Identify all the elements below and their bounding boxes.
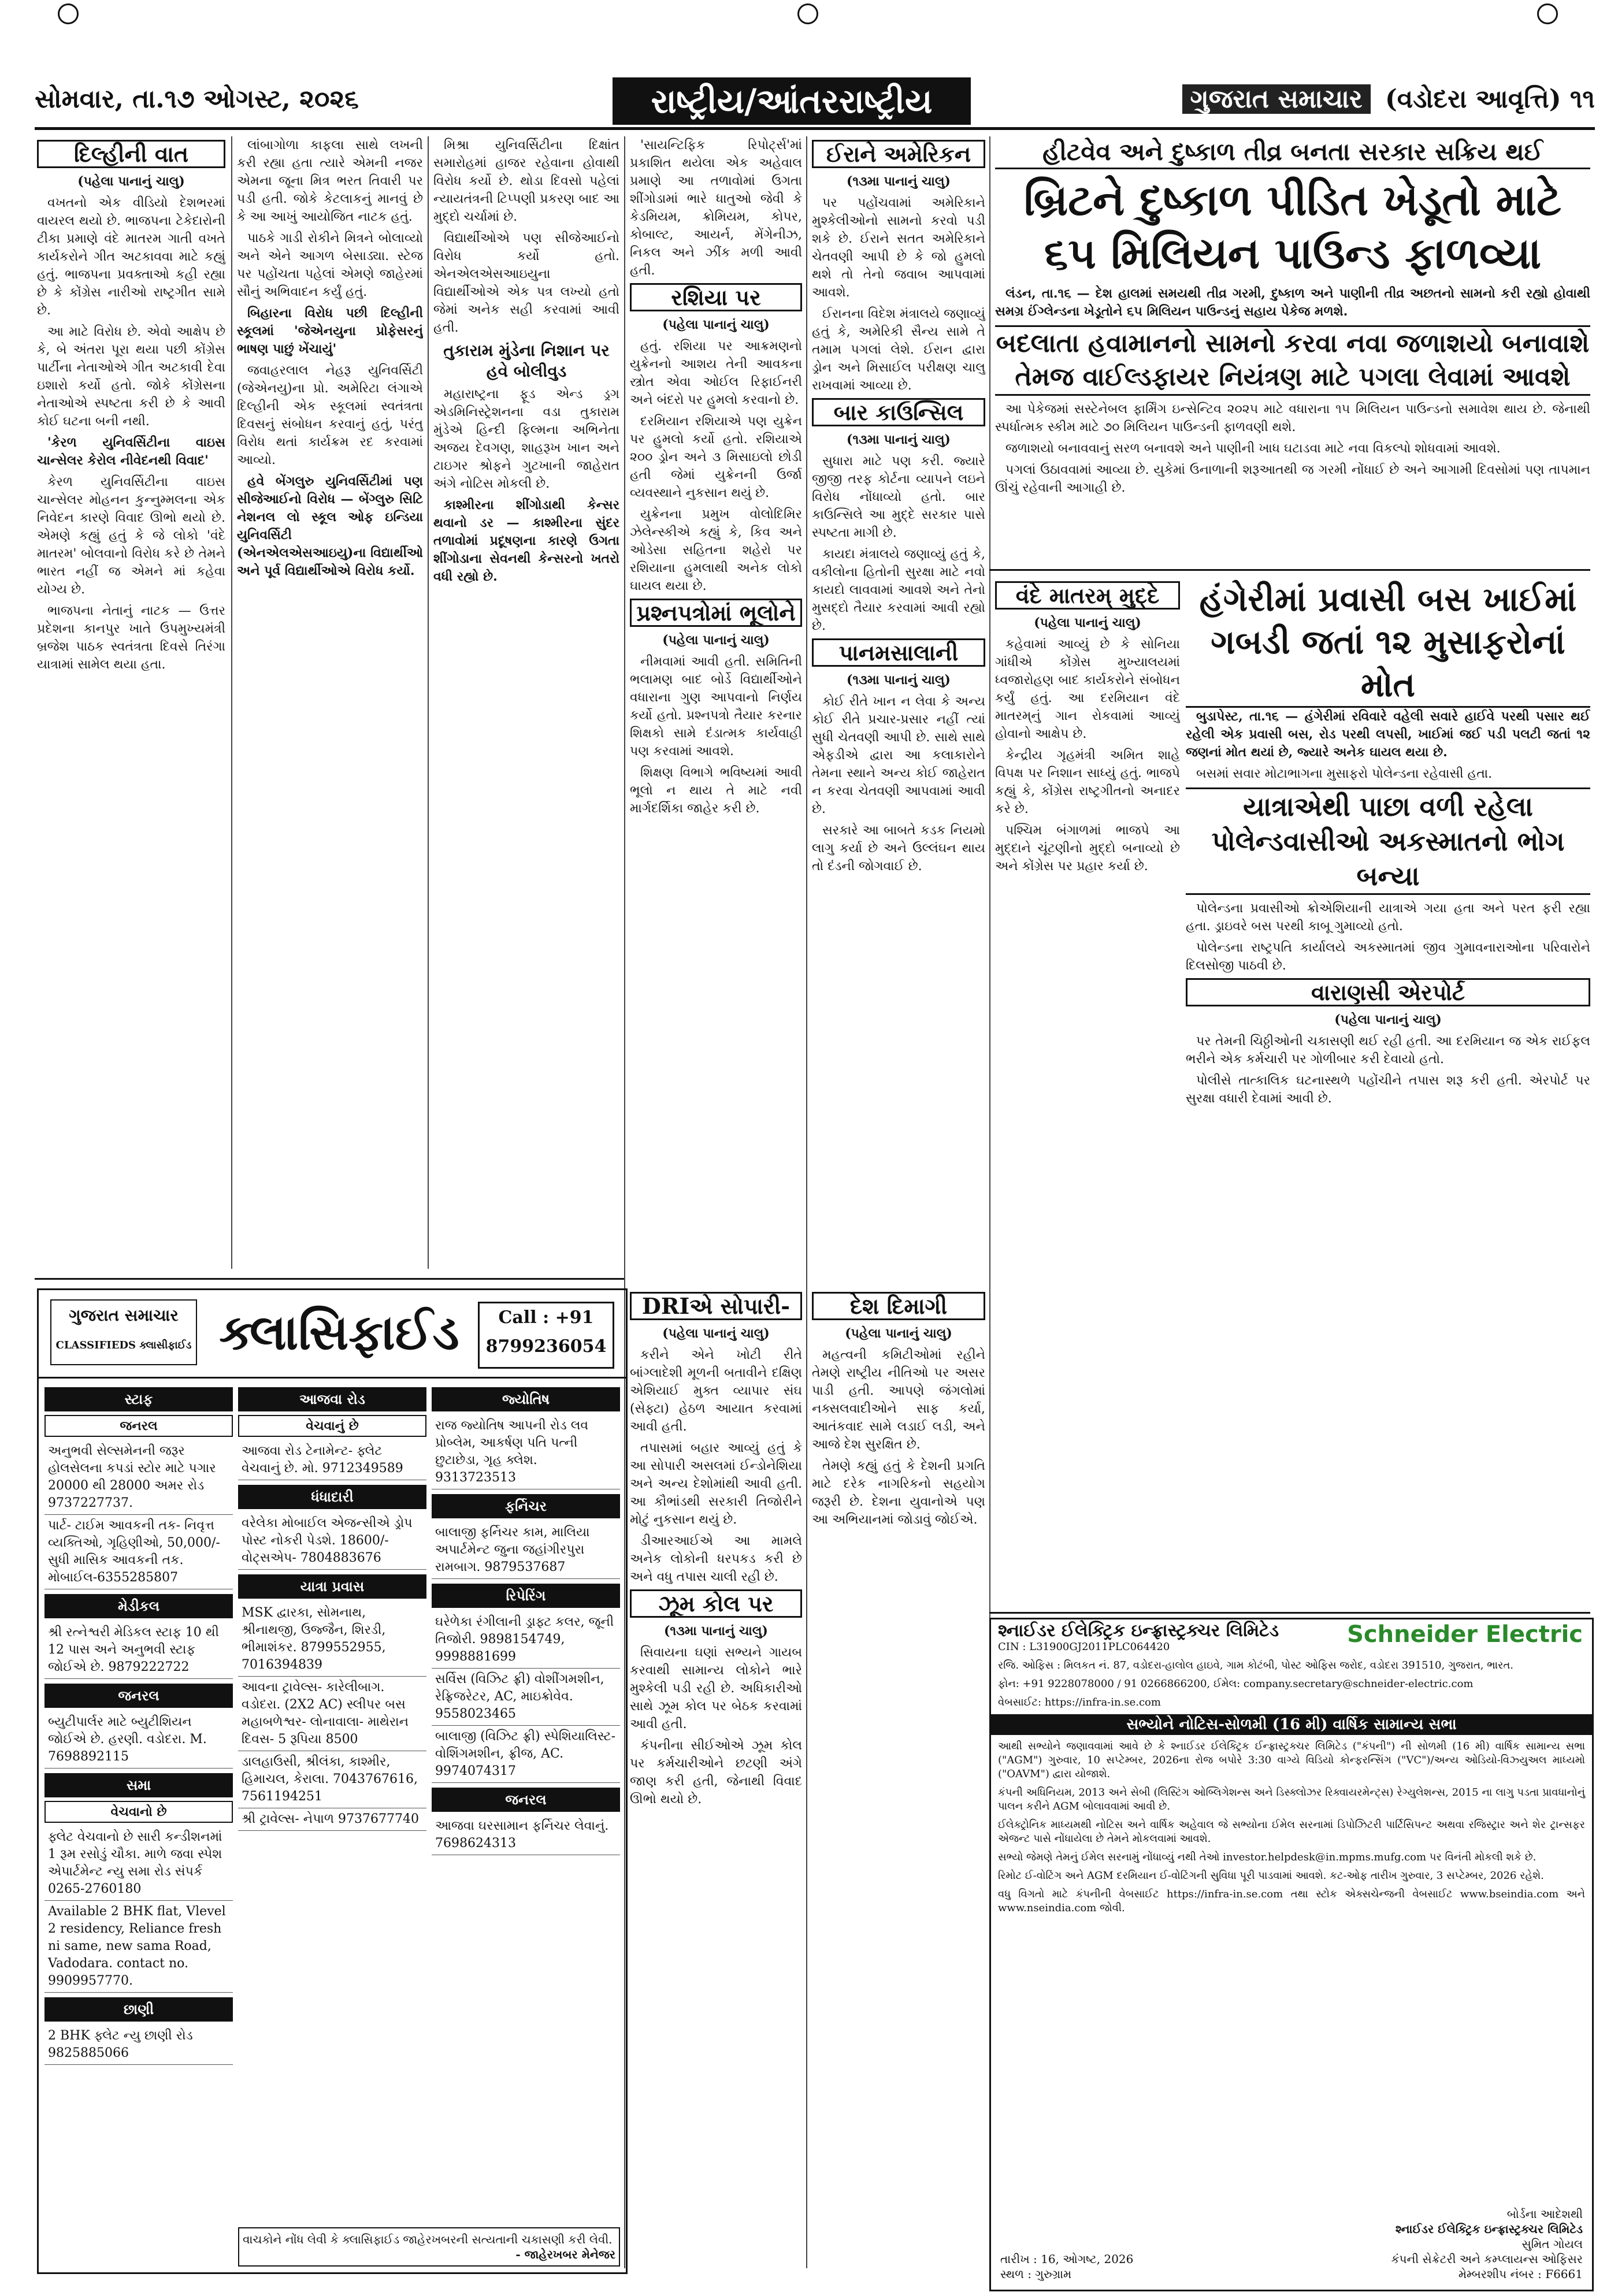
- article-paragraph: તેમણે કહ્યું હતું કે દેશની પ્રગતિ માટે દરેક નાગરિકનો સહયોગ જરૂરી છે. દેશના યુવાનોએ પણ આ અભિયાનમાં જોડાવું જોઈએ.: [812, 1459, 985, 1527]
- continued-label: (પહેલા પાનાનું ચાલુ): [1334, 1012, 1442, 1027]
- article-title: બાર કાઉન્સિલ: [812, 398, 985, 426]
- continued-label: (૧૩મા પાનાનું ચાલુ): [664, 1623, 768, 1639]
- article-paragraph: લાંબાગોળા કાફલા સાથે લખની કરી રહ્યા હતા ત્યારે એમની નજર એમના જૂના મિત્ર ભરત તિવારી પર પડી હતી. જોકે કેટલાકનું માનવું છે કે આ આખું આયોજિત નાટક હતું.: [237, 138, 423, 224]
- article-subhead: તુકારામ મુંડેના નિશાન પર હવે બોલીવુડ: [443, 341, 610, 381]
- notice-company: શ્નાઈડર ઈલેક્ટ્રિક ઇન્ફ્રાસ્ટ્રક્ચર લિમિટેડ: [998, 1621, 1279, 1641]
- article-paragraph: પગલાં ઉઠાવવામાં આવ્યા છે. યુકેમાં ઉનાળાની શરૂઆતથી જ ગરમી નોંધાઈ છે અને આગામી દિવસોમાં પણ તાપમાન ઊંચું રહેવાની આગાહી છે.: [995, 463, 1590, 495]
- signature-line: શ્નાઈડર ઈલેક્ટ્રિક ઇન્ફ્રાસ્ટ્રક્ચર લિમિટેડ: [1395, 2222, 1583, 2236]
- article-title: DRIએ સોપારી-: [630, 1292, 802, 1320]
- classified-ad: શ્રી ટ્રાવેલ્સ- નેપાળ 9737677740: [238, 1808, 426, 1831]
- article-paragraph: કોઈ રીતે ખાન ન લેવા કે અન્ય કોઈ રીતે પ્રચાર-પ્રસાર નહીં ત્યાં સુધી ચેતવણી આપી છે. સાથે સાથે એફડીએ દ્વારા આ કલાકારોને તેમના સ્થાને અન્ય કોઈ જાહેરાત ન કરવા ચેતવણી આપવામાં આવી છે.: [812, 694, 985, 816]
- article-paragraph: કંપનીના સીઈઓએ ઝૂમ કોલ પર કર્મચારીઓને છટણી અંગે જાણ કરી હતી, જેનાથી વિવાદ ઊભો થયો છે.: [630, 1738, 802, 1807]
- notice-paragraph: ઈલેક્ટ્રોનિક માધ્યમથી નોટિસ અને વાર્ષિક અહેવાલ જે સભ્યોના ઈમેલ સરનામાં ડિપોઝિટરી પાર્ટિસિપન્ટ અથવા રજિસ્ટ્રાર અને શેર ટ્રાન્સફર એજન્ટ પાસે નોંધાયેલા છે તેમને મોકલવામાં આવશે.: [998, 1819, 1585, 1845]
- registration-mark: [797, 3, 818, 24]
- article-paragraph: મિશ્રા યુનિવર્સિટીના દિક્ષાંત સમારોહમાં હાજર રહેવાના હોવાથી વિરોધ કર્યો છે. થોડા દિવસો પહેલાં ન્યાયતંત્રની ટિપ્પણી પ્રકરણ બાદ આ મુદ્દો ચર્ચામાં છે.: [433, 138, 619, 224]
- brand-sub: CLASSIFIEDS ક્લાસીફાઈડ: [55, 1339, 192, 1351]
- classified-ad: 2 BHK ફ્લેટ ન્યુ છાણી રોડ 9825885066: [44, 2025, 233, 2065]
- article-title: ઈરાને અમેરિકન: [812, 140, 985, 168]
- column-divider: [428, 136, 429, 1269]
- edition-label: [1182, 84, 1595, 114]
- article-russia: [630, 136, 802, 1350]
- signature-line: બોર્ડના આદેશથી: [1506, 2207, 1583, 2221]
- article-paragraph: દરમિયાન રશિયાએ પણ યુક્રેન પર હુમલો કર્યો હતો. રશિયાએ ૨૦૦ ડ્રોન અને ૩ મિસાઇલો છોડી હતી જેમાં યુક્રેનની ઉર્જા વ્યવસ્થાને નુકસાન થયું છે.: [630, 414, 802, 500]
- signature-line: કંપની સેક્રેટરી અને કમ્પ્લાયન્સ ઓફિસર: [1391, 2252, 1583, 2266]
- classifieds-column: [44, 1383, 233, 2065]
- column-divider: [806, 136, 807, 2268]
- article-paragraph: વિદ્યાર્થીઓએ પણ સીજેઆઈનો વિરોધ કર્યો હતો. એનએલએસઆઇયુના વિદ્યાર્થીઓએ એક પત્ર લખ્યો હતો જેમાં અનેક સહી કરવામાં આવી હતી.: [433, 231, 619, 335]
- notice-date-block: [1000, 2252, 1133, 2282]
- article-paragraph: બસમાં સવાર મોટાભાગના મુસાફરો પોલેન્ડના રહેવાસી હતા.: [1196, 767, 1493, 781]
- article-paragraph: મહત્વની કમિટીઓમાં રહીને તેમણે રાષ્ટ્રીય નીતિઓ પર અસર પાડી હતી. આપણે જંગલોમાં નક્સલવાદીઓને સાફ કર્યા, આતંકવાદ સામે લડાઈ લડી, અને આજે દેશ સુરક્ષિત છે.: [812, 1348, 985, 1452]
- section-divider: [35, 1278, 624, 1280]
- article-headline: બ્રિટને દુષ્કાળ પીડિત ખેડૂતો માટે ૬૫ મિલિયન પાઉન્ડ ફાળવ્યા: [1023, 176, 1562, 278]
- classified-heading: છાણી: [44, 1997, 233, 2022]
- article-paragraph: કાયદા મંત્રાલયે જણાવ્યું હતું કે, વકીલોના હિતોની સુરક્ષા માટે નવો કાયદો લાવવામાં આવશે અને તેનો મુસદ્દો તૈયાર કરવામાં આવી રહ્યો છે.: [812, 547, 985, 633]
- article-paragraph: આ માટે વિરોધ છે. એવો આક્ષેપ છે કે, બે અંતરા પૂરા થયા પછી કોંગ્રેસ પાર્ટીના નેતાઓએ ગીત અટકાવી દેવા ઇશારો કર્યો હતો. જોકે કોંગ્રેસના નેતાઓએ સ્પષ્ટતા કરી છે કે આવી કોઈ ઘટના બની નથી.: [37, 325, 225, 429]
- notice-body: [991, 1737, 1592, 1922]
- notice-paragraph: આથી સભ્યોને જણાવવામાં આવે છે કે શ્નાઈડર ઈલેક્ટ્રિક ઈન્ફ્રાસ્ટ્રક્ચર લિમિટેડ ("કંપની") ની સોળમી (16 મી) વાર્ષિક સામાન્ય સભા ("AGM") ગુરુવાર, 10 સપ્ટેમ્બર, 2026ના રોજ બપોરે 3:30 વાગ્યે વિડિયો કોન્ફરન્સિંગ ("VC")/અન્ય ઓડિયો-વિઝ્યુઅલ માધ્યમો ("OAVM") દ્વારા યોજાશે.: [998, 1740, 1585, 1780]
- classified-ad: આજવા ઘરસામાન ફર્નિચર લેવાનું. 7698624313: [432, 1815, 620, 1855]
- signature-line: સુમિત ગોયલ: [1521, 2237, 1583, 2251]
- classified-heading: જનરલ: [432, 1788, 620, 1812]
- classified-ad: વરેલેકા મોબાઈલ એજન્સીએ ડ્રોપ પોસ્ટ નોકરી પેડશે. 18600/- વોટ્સએપ- 7804883676: [238, 1513, 426, 1570]
- article-desh: [812, 1288, 985, 2271]
- classified-heading: રિપેરિંગ: [432, 1584, 620, 1608]
- article-paragraph: ડીઆરઆઈએ આ મામલે અનેક લોકોની ધરપકડ કરી છે અને વધુ તપાસ ચાલી રહી છે.: [630, 1534, 802, 1584]
- continued-label: (પહેલા પાનાનું ચાલુ): [77, 174, 185, 189]
- classifieds-section: [37, 1288, 628, 2274]
- classified-subheading: વેચવાનો છે: [44, 1801, 233, 1823]
- classified-ad: પાર્ટ- ટાઈમ આવકની તક- નિવૃત્ત વ્યક્તિઓ, ગૃહિણીઓ, 50,000/- સુધી માસિક આવકની તક. મોબાઈલ-6355285807: [44, 1515, 233, 1589]
- article-title: દેશ દિમાગી: [812, 1292, 985, 1320]
- article-paragraph: સરકારે આ બાબતે કડક નિયમો લાગુ કર્યા છે અને ઉલ્લંઘન થાય તો દંડની જોગવાઈ છે.: [812, 823, 985, 874]
- classified-heading: આજવા રોડ: [238, 1387, 426, 1411]
- classified-ad: સર્વિસ (વિઝિટ ફ્રી) વોશીંગમશીન, રેફ્રિજરેટર, AC, માઇક્રોવેવ. 9558023465: [432, 1669, 620, 1726]
- schneider-logo: Schneider Electric: [1347, 1621, 1583, 1648]
- article-paragraph: સુધારા માટે પણ કરી. જ્યારે જીજી તરફ કોર્ટના વ્યાપને લઇને વિરોધ નોંધાવ્યો હતો. બાર કાઉન્સિલે આ મુદ્દે સરકાર પાસે સ્પષ્ટતા માગી છે.: [812, 454, 985, 540]
- classified-subheading: જનરલ: [44, 1415, 233, 1437]
- continued-label: (પહેલા પાનાનું ચાલુ): [845, 1326, 952, 1341]
- article-paragraph: પશ્ચિમ બંગાળમાં ભાજપે આ મુદ્દાને ચૂંટણીનો મુદ્દો બનાવ્યો છે અને કોંગ્રેસ પર પ્રહાર કર્યા છે.: [995, 823, 1180, 874]
- article-delhi: [37, 136, 225, 1275]
- classified-heading: મેડીકલ: [44, 1594, 233, 1618]
- issue-date: સોમવાર, તા.૧૭ ઓગસ્ટ, ૨૦૨૬: [35, 84, 359, 114]
- article-paragraph: પોલેન્ડના પ્રવાસીઓ ક્રોએશિયાની યાત્રાએ ગયા હતા અને પરત ફરી રહ્યા હતા. ડ્રાઇવરે બસ પરથી કાબૂ ગુમાવ્યો હતો.: [1186, 901, 1590, 934]
- classified-heading: યાત્રા પ્રવાસ: [238, 1574, 426, 1599]
- article-paragraph: વખતનો એક વીડિયો દેશભરમાં વાયરલ થયો છે. ભાજપના ટેકેદારોની ટીકા પ્રમાણે વંદે માતરમ ગાતી વખતે કાર્યકરોને ગીત અટકાવવા માટે કહ્યું હતું. ભાજપના પ્રવક્તાઓ કહી રહ્યા છે કે કોંગ્રેસ નારીઓ રાષ્ટ્રગીત સામે છે.: [37, 196, 225, 318]
- masthead: [35, 77, 1595, 130]
- article-paragraph: કાશ્મીરના શીંગોડાથી કેન્સર થવાનો ડર — કાશ્મીરના સુંદર તળાવોમાં પ્રદૂષણના કારણે ઉગતા શીંગોડાના સેવનથી કેન્સરનો ખતરો વધી રહ્યો છે.: [433, 497, 619, 584]
- classified-ad: આવના ટ્રાવેલ્સ- કારેલીબાગ. વડોદરા. (2X2 AC) સ્લીપર બસ મહાબળેશ્વર- લોનાવાલા- માથેરાન દિવસ- 5 રૂપિયા 8500: [238, 1677, 426, 1751]
- notice-paragraph: સભ્યો જેમણે તેમનું ઈમેલ સરનામું નોંધાવ્યું નથી તેઓ investor.helpdesk@in.mpms.mufg.com પર વિનંતી મોકલી શકે છે.: [998, 1851, 1537, 1863]
- newspaper-logo: ગુજરાત સમાચાર: [1182, 84, 1371, 114]
- classified-heading: સમા: [44, 1773, 233, 1797]
- brand-name: ગુજરાત સમાચાર: [69, 1306, 179, 1325]
- article-paragraph-text: હંગેરીમાં રવિવારે વહેલી સવારે હાઈવે પરથી પસાર થઈ રહેલી એક પ્રવાસી બસ, રોડ પરથી લપસી, ખાઈમાં જઈ પડી પલટી જતાં ૧૨ જણનાં મોત થયાં છે, જ્યારે અનેક ઘાયલ થયા છે.: [1186, 709, 1590, 760]
- section-title: રાષ્ટ્રીય/આંતરરાષ્ટ્રીય: [613, 77, 971, 125]
- article-paragraph: નીમવામાં આવી હતી. સમિતિની ભલામણ બાદ બોર્ડે વિદ્યાર્થીઓને વધારાના ગુણ આપવાનો નિર્ણય કર્યો હતો. પ્રશ્નપત્રો તૈયાર કરનાર શિક્ષકો સામે દંડાત્મક કાર્યવાહી પણ કરવામાં આવશે.: [630, 655, 802, 759]
- notice-paragraph: કંપની અધિનિયમ, 2013 અને સેબી (લિસ્ટિંગ ઓબ્લિગેશન્સ અને ડિસ્ક્લોઝર રિક્વાયરમેન્ટ્સ) રેગ્યુલેશન્સ, 2015 ના લાગુ પડતા પ્રાવધાનોનું પાલન કરીને AGM બોલાવવામાં આવી છે.: [998, 1786, 1585, 1812]
- article-paragraph: કેન્દ્રીય ગૃહમંત્રી અમિત શાહે વિપક્ષ પર નિશાન સાધ્યું હતું. ભાજપે કહ્યું કે, કોંગ્રેસ રાષ્ટ્રગીતનો અનાદર કરે છે.: [995, 748, 1180, 816]
- continued-label: (૧૩મા પાનાનું ચાલુ): [847, 432, 951, 447]
- article-dri: [630, 1288, 802, 2271]
- article-paragraph: મહારાષ્ટ્રના ફૂડ એન્ડ ડ્રગ એડમિનિસ્ટ્રેશનના વડા તુકારામ મુંડેએ હિન્દી ફિલ્મના અભિનેતા અજય દેવગણ, શાહરૂખ ખાન અને ટાઇગર શ્રોફને ગુટખાની જાહેરાત અંગે નોટિસ મોકલી છે.: [433, 387, 619, 491]
- notice-paragraph: વધુ વિગતો માટે કંપનીની વેબસાઈટ https://infra-in.se.com તથા સ્ટોક એક્સચેન્જની વેબસાઈટ www.bseindia.com અને www.nseindia.com જોવી.: [998, 1888, 1585, 1914]
- article-title: પાનમસાલાની: [812, 638, 985, 667]
- article-paragraph: કેરળ યુનિવર્સિટીના વાઇસ ચાન્સેલર મોહનન કુન્નુમ્મલના એક નિવેદન કારણે વિવાદ ઊભો થયો છે. એમણે કહ્યું હતું કે જે લોકો 'વંદે માતરમ' બોલવાનો વિરોધ કરે છે તેમને ભારત નહીં જ એમને માં કહેવા યોગ્ય છે.: [37, 475, 225, 597]
- article-dateline: લંડન, તા.૧૬: [1005, 286, 1071, 301]
- classified-ad: રાજ જ્યોતિષ આપની રોડ લવ પ્રોબ્લેમ, આકર્ષણ પતિ પત્ની છુટાછેડા, ગૃહ ક્લેશ. 9313723513: [432, 1415, 620, 1489]
- classified-ad: બ્યુટીપાર્લર માટે બ્યુટીશિયન જોઈએ છે. હરણી. વડોદરા. M. 7698892115: [44, 1711, 233, 1769]
- classified-ad: બાલાજી (વિઝિટ ફ્રી) સ્પેશિયાલિસ્ટ- વોશિંગમશીન, ફ્રીજ, AC. 9974074317: [432, 1726, 620, 1783]
- classified-heading: ફર્નિચર: [432, 1494, 620, 1518]
- article-intro: લંડન, તા.૧૬ — દેશ હાલમાં સમયથી તીવ્ર ગરમી, દુષ્કાળ અને પાણીની તીવ્ર અછતનો સામનો કરી રહ્યો હોવાથી સમગ્ર ઈંગ્લેન્ડના ખેડૂતોને ૬૫ મિલિયન પાઉન્ડનું સહાય પેકેજ મળશે.: [995, 286, 1590, 319]
- registration-mark: [1537, 3, 1558, 24]
- article-title: રશિયા પર: [630, 283, 802, 311]
- classifieds-column: [432, 1383, 620, 1855]
- article-paragraph: હતું. રશિયા પર આક્રમણનો યુક્રેનનો આશય તેની આવકના સ્ત્રોત એવા ઓઈલ રિફાઈનરી અને બંદરો પર હુમલો કરવાનો છે.: [630, 339, 802, 407]
- article-paragraph: 'સાયન્ટિફિક રિપોર્ટ્સ'માં પ્રકાશિત થયેલા એક અહેવાલ પ્રમાણે આ તળાવોમાં ઉગતા શીંગોડામાં ભારે ધાતુઓ જેવી કે કેડમિયમ, ક્રોમિયમ, કોપર, કોબાલ્ટ, આયર્ન, મેંગેનીઝ, નિકલ અને ઝીંક મળી આવી હતી.: [630, 138, 802, 278]
- article-paragraph: પર પહોંચવામાં અમેરિકાને મુશ્કેલીઓનો સામનો કરવો પડી શકે છે. ઈરાને સતત અમેરિકાને ચેતવણી આપી છે કે જો હુમલો થશે તો તેનો જવાબ આપવામાં આવશે.: [812, 196, 985, 300]
- classified-ad: અનુભવી સેલ્સમેનની જરૂર હોલસેલના કપડાં સ્ટોર માટે પગાર 20000 થી 28000 અમર રોડ 9737227737.: [44, 1440, 233, 1515]
- classified-ad: આજવા રોડ ટેનામેન્ટ- ફ્લેટ વેચવાનું છે. મો. 9712349589: [238, 1440, 426, 1480]
- classified-ad: ઘરેળેકા રંગીલાની ડ્રાફ્ટ કલર, જૂની તિજોરી. 9898154749, 9998881699: [432, 1611, 620, 1669]
- article-intro-text: દેશ હાલમાં સમયથી તીવ્ર ગરમી, દુષ્કાળ અને પાણીની તીવ્ર અછતનો સામનો કરી રહ્યો હોવાથી સમગ્ર ઈંગ્લેન્ડના ખેડૂતોને ૬૫ મિલિયન પાઉન્ડનું સહાય પેકેજ મળશે.: [995, 286, 1590, 319]
- column-divider: [231, 136, 232, 1269]
- notice-heading: સભ્યોને નોટિસ-સોળમી (16 મી) વાર્ષિક સામાન્ય સભા: [991, 1714, 1592, 1735]
- article-title: ઝૂમ કોલ પર: [630, 1589, 802, 1618]
- article-title: દિલ્હીની વાત: [37, 140, 225, 168]
- article-paragraph: હવે બેંગલુરુ યુનિવર્સિટીમાં પણ સીજેઆઈનો વિરોધ — બેંગ્લુરુ સિટિ નેશનલ લો સ્કૂલ ઓફ ઇન્ડિયા યુનિવર્સિટી (એનએલએસઆઇયુ)ના વિદ્યાર્થીઓ અને પૂર્વ વિદ્યાર્થીઓએ વિરોધ કર્યો.: [237, 474, 423, 578]
- classifieds-header: [39, 1290, 626, 1379]
- article-paragraph: પોલેન્ડના રાષ્ટ્રપતિ કાર્યાલયે અકસ્માતમાં જીવ ગુમાવનારાઓના પરિવારોને દિલસોજી પાઠવી છે.: [1186, 941, 1590, 973]
- classified-subheading: વેચવાનું છે: [238, 1415, 426, 1437]
- article-paragraph: ભાજપના નેતાનું નાટક — ઉત્તર પ્રદેશના કાનપુર ખાતે ઉપમુખ્યમંત્રી બ્રજેશ પાઠક સ્વતંત્રતા દિવસે તિરંગા યાત્રામાં સામેલ થયા હતા.: [37, 604, 225, 672]
- article-paragraph: સિવાયના ઘણાં સભ્યને ગાયબ કરવાથી સામાન્ય લોકોને ભારે મુશ્કેલી પડી રહી છે. અધિકારીઓ સાથે ઝૂમ કોલ પર બેઠક કરવામાં આવી હતી.: [630, 1645, 802, 1732]
- classifieds-brand: [50, 1299, 197, 1365]
- article-jnu: [237, 136, 423, 1275]
- signature-line: મેમ્બરશીપ નંબર : F6661: [1458, 2267, 1583, 2281]
- continued-label: (પહેલા પાનાનું ચાલુ): [1034, 615, 1141, 630]
- article-paragraph: યુક્રેનના પ્રમુખ વોલોદિમિર ઝેલેન્સ્કીએ કહ્યું કે, કિવ અને ઓડેસા સહિતના શહેરો પર રશિયાના હુમલાથી અનેક લોકો ઘાયલ થયા છે.: [630, 507, 802, 593]
- article-paragraph: બુડાપેસ્ટ, તા.૧૬ — હંગેરીમાં રવિવારે વહેલી સવારે હાઈવે પરથી પસાર થઈ રહેલી એક પ્રવાસી બસ, રોડ પરથી લપસી, ખાઈમાં જઈ પડી પલટી જતાં ૧૨ જણનાં મોત થયાં છે, જ્યારે અનેક ઘાયલ થયા છે.: [1186, 709, 1590, 760]
- article-subhead: બિહારના વિરોધ પછી દિલ્હીની સ્કૂલમાં 'જેએનયુના પ્રોફેસરનું ભાષણ પાછું ખેંચાયું': [237, 306, 423, 356]
- article-paragraph: પર તેમની ચિઠ્ઠીઓની ચકાસણી થઈ રહી હતી. આ દરમિયાન જ એક રાઈફલ ભરીને એક કર્મચારી પર ગોળીબાર કરી દેવાયો હતો.: [1186, 1034, 1590, 1067]
- notice-address: રજિ. ઓફિસ : મિલકત નં. 87, વડોદરા-હાલોલ હાઇવે, ગામ કોટંબી, પોસ્ટ ઓફિસ જરોદ, વડોદરા 391510, ગુજરાત, ભારત.: [998, 1659, 1513, 1671]
- article-paragraph: પોલીસે તાત્કાલિક ઘટનાસ્થળે પહોંચીને તપાસ શરૂ કરી હતી. એરપોર્ટ પર સુરક્ષા વધારી દેવામાં આવી છે.: [1186, 1073, 1590, 1106]
- classifieds-banner: ક્લાસિફાઈડ: [219, 1303, 459, 1361]
- article-title: વારાણસી એરપોર્ટ: [1186, 978, 1590, 1006]
- article-paragraph: જળાશયો બનાવવાનું સરળ બનાવશે અને પાણીની ખાધ ઘટાડવા માટે નવા વિકલ્પો શોધવામાં આવશે.: [1005, 441, 1501, 456]
- article-kicker: હીટવેવ અને દુષ્કાળ તીવ્ર બનતા સરકાર સક્રિય થઈ: [995, 136, 1590, 169]
- classified-heading: સ્ટાફ: [44, 1387, 233, 1411]
- notice-contact: ફોન: +91 9228078000 / 91 0266866200, ઈમેલ: company.secretary@schneider-electric.com: [998, 1678, 1474, 1690]
- article-bollywood: [433, 136, 619, 1275]
- article-paragraph: ઈરાનના વિદેશ મંત્રાલયે જણાવ્યું હતું કે, અમેરિકી સૈન્ય સામે તે તમામ પગલાં લેશે. ઈરાન દ્વારા ડ્રોન અને મિસાઈલ પરીક્ષણ ચાલુ રાખવામાં આવ્યા છે.: [812, 307, 985, 393]
- article-uk-drought: [995, 136, 1590, 575]
- section-divider: [989, 1612, 1590, 1614]
- classified-ad: Available 2 BHK flat, Vlevel 2 residency, Reliance fresh ni same, new sama Road, Vadodara. contact no. 9909957770.: [44, 1901, 233, 1993]
- article-paragraph: આ પેકેજમાં સસ્ટેનેબલ ફાર્મિંગ ઇન્સેન્ટિવ ૨૦૨૫ માટે વધારાના ૧૫ મિલિયન પાઉન્ડનો સમાવેશ થાય છે. જેનાથી સ્પર્ધાત્મક સ્કીમ માટે ૭૦ મિલિયન પાઉન્ડની ફાળવણી થશે.: [995, 402, 1590, 434]
- notice-cin: CIN : L31900GJ2011PLC064420: [998, 1641, 1170, 1653]
- classified-heading: જ્યોતિષ: [432, 1387, 620, 1411]
- article-subheadline: બદલાતા હવામાનનો સામનો કરવા નવા જળાશયો બનાવાશે તેમજ વાઈલ્ડફાયર નિયંત્રણ માટે પગલા લેવામાં આવશે: [995, 325, 1590, 396]
- edition-text: (વડોદરા આવૃત્તિ) ૧૧: [1385, 84, 1595, 114]
- classifieds-column: [238, 1383, 426, 1831]
- article-headline: હંગેરીમાં પ્રવાસી બસ ખાઈમાં ગબડી જતાં ૧૨ મુસાફરોનાં મોત: [1186, 578, 1590, 708]
- continued-label: (પહેલા પાનાનું ચાલુ): [662, 633, 770, 648]
- notice-place: સ્થળ : ગુરુગ્રામ: [1000, 2267, 1072, 2281]
- continued-label: (૧૩મા પાનાનું ચાલુ): [847, 174, 951, 189]
- classified-heading: ધંધાદારી: [238, 1485, 426, 1509]
- section-divider: [989, 569, 1590, 571]
- classified-ad: શ્રી રત્નેશ્વરી મેડિકલ સ્ટાફ 10 થી 12 પાસ અને અનુભવી સ્ટાફ જોઈએ છે. 9879222722: [44, 1622, 233, 1679]
- article-vande-mataram: [995, 578, 1180, 1560]
- disclaimer-sign: - જાહેરખબર મેનેજર: [515, 2247, 615, 2261]
- registration-mark: [58, 3, 79, 24]
- article-title: પ્રશ્નપત્રોમાં ભૂલોને: [630, 599, 802, 627]
- article-dateline: બુડાપેસ્ટ, તા.૧૬: [1196, 709, 1279, 724]
- notice-date: તારીખ : 16, ઓગષ્ટ, 2026: [1000, 2252, 1134, 2266]
- continued-label: (પહેલા પાનાનું ચાલુ): [662, 317, 770, 332]
- schneider-agm-notice: [989, 1618, 1594, 2291]
- classified-ad: બાલાજી ફર્નિચર કામ, માલિયા અપાર્ટમેન્ટ જુના જહાંગીરપુરા રામબાગ. 9879537687: [432, 1522, 620, 1579]
- article-subhead: 'કેરળ યુનિવર્સિટીના વાઇસ ચાન્સેલર કેરોલ નીવેદનથી વિવાદ': [37, 435, 225, 468]
- article-paragraph: કરીને એને ખોટી રીતે બાંગ્લાદેશી મૂળની બતાવીને દક્ષિણ એશિયાઈ મુક્ત વ્યાપાર સંઘ (સેફ્ટા) હેઠળ આયાત કરવામાં આવી હતી.: [630, 1348, 802, 1434]
- article-paragraph: જવાહરલાલ નેહરૂ યુનિવર્સિટી (જેએનયુ)ના પ્રો. અમેરિટા લંગાએ દિલ્હીની એક સ્કૂલમાં સ્વતંત્રતા દિવસનું સંબોધન કરવાનું હતું, પરંતુ વિરોધ થતાં કાર્યક્રમ રદ કરવામાં આવ્યો.: [237, 363, 423, 467]
- classified-ad: ડાલહાઉસી, શ્રીલંકા, કાશ્મીર, હિમાચલ, કેરાલા. 7043767616, 7561194251: [238, 1751, 426, 1808]
- classified-heading: જનરલ: [44, 1684, 233, 1708]
- article-hungary-bus: [1186, 578, 1590, 1606]
- article-title: વંદે માતરમ્ મુદ્દે: [995, 581, 1180, 610]
- article-iran: [812, 136, 985, 1095]
- disclaimer-text: વાચકોને નોંધ લેવી કે ક્લાસિફાઈડ જાહેરખબરની સત્યતાની ચકાસણી કરી લેવી.: [243, 2232, 613, 2246]
- article-paragraph: તપાસમાં બહાર આવ્યું હતું કે આ સોપારી અસલમાં ઈન્ડોનેશિયા અને અન્ય દેશોમાંથી આવી હતી. આ કૌભાંડથી સરકારી તિજોરીને મોટું નુકસાન થયું છે.: [630, 1441, 802, 1527]
- article-paragraph: શિક્ષણ વિભાગે ભવિષ્યમાં આવી ભૂલો ન થાય તે માટે નવી માર્ગદર્શિકા જાહેર કરી છે.: [630, 766, 802, 816]
- continued-label: (૧૩મા પાનાનું ચાલુ): [847, 673, 951, 688]
- article-subheadline: યાત્રાએથી પાછા વળી રહેલા પોલેન્ડવાસીઓ અકસ્માતનો ભોગ બન્યા: [1186, 787, 1590, 895]
- continued-label: (પહેલા પાનાનું ચાલુ): [662, 1326, 770, 1341]
- notice-paragraph: રિમોટ ઈ-વોટિંગ અને AGM દરમિયાન ઈ-વોટિંગની સુવિધા પૂરી પાડવામાં આવશે. કટ-ઓફ તારીખ ગુરુવાર, 3 સપ્ટેમ્બર, 2026 રહેશે.: [998, 1870, 1544, 1882]
- classifieds-disclaimer: [238, 2227, 620, 2267]
- article-paragraph: કહેવામાં આવ્યું છે કે સોનિયા ગાંધીએ કોંગ્રેસ મુખ્યાલયમાં ધ્વજારોહણ બાદ કાર્યકરોને સંબોધન કર્યું હતું. આ દરમિયાન વંદે માતરમ્‌નું ગાન રોકવામાં આવ્યું હોવાનો આક્ષેપ છે.: [995, 637, 1180, 741]
- classified-ad: MSK દ્વારકા, સોમનાથ, શ્રીનાથજી, ઉજ્જૈન, શિરડી, ભીમાશંકર. 8799552955, 7016394839: [238, 1602, 426, 1677]
- classifieds-phone: Call : +91 8799236054: [478, 1302, 614, 1369]
- notice-signature: [1391, 2206, 1583, 2282]
- classified-ad: ફ્લેટ વેચવાનો છે સારી કન્ડીશનમાં 1 રૂમ રસોડું ચૌકા. માળે જવા સ્પેશ એપાર્ટમેન્ટ ન્યુ સમા રોડ સંપર્ક 0265-2760180: [44, 1826, 233, 1901]
- article-paragraph: પાઠકે ગાડી રોકીને મિત્રને બોલાવ્યો અને એને આગળ બેસાડ્યા. સ્ટેજ પર પહોંચતા પહેલાં એમણે જાહેરમાં સૌનું અભિવાદન કર્યું હતું.: [237, 231, 423, 299]
- notice-website: વેબસાઈટ: https://infra-in.se.com: [998, 1696, 1161, 1708]
